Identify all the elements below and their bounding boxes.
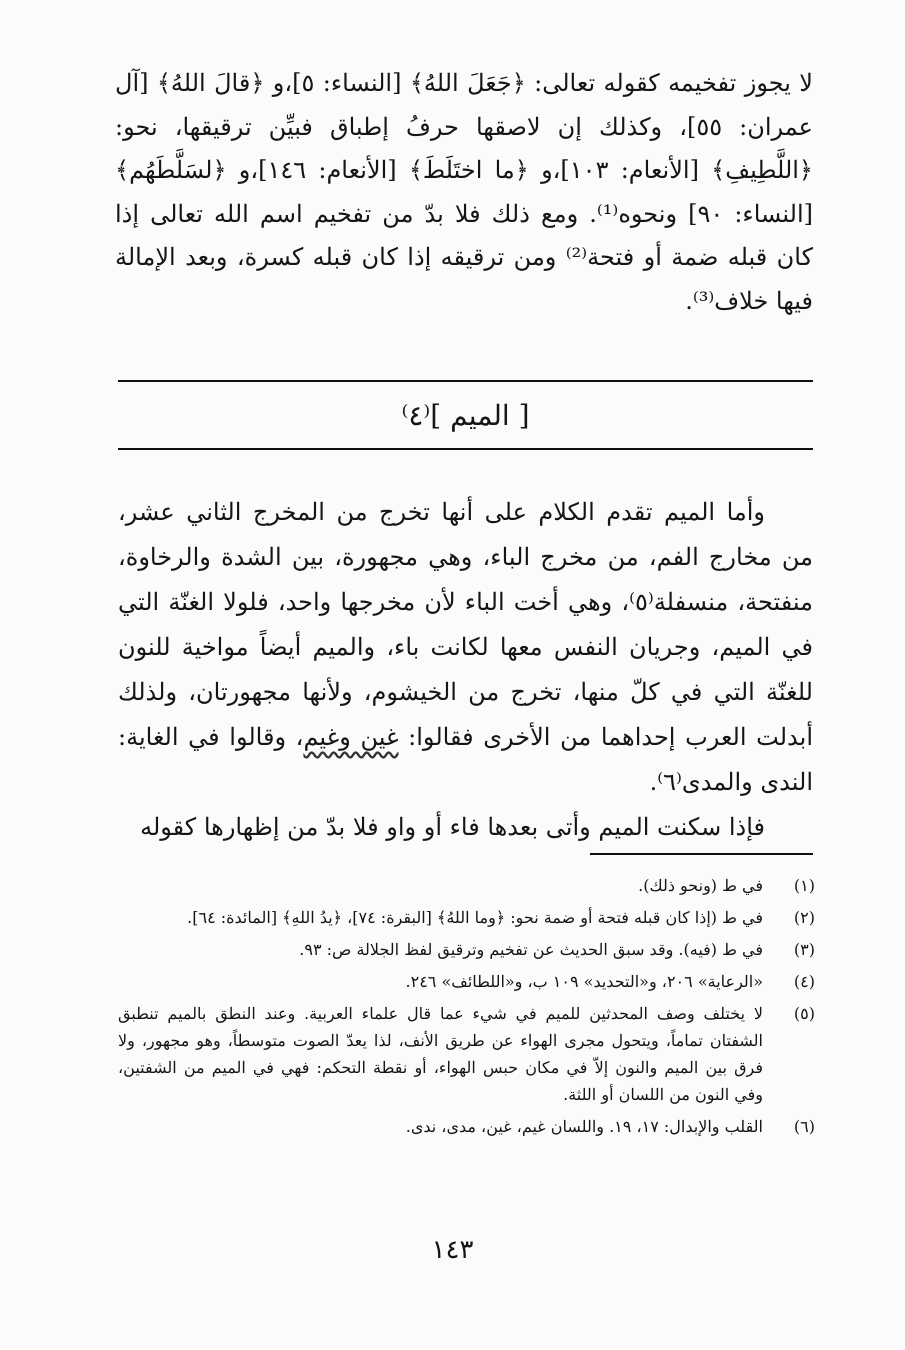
section-paragraph-1-end: ، وقالوا في الغاية: الندى والمدى⁽٦⁾.	[118, 723, 813, 796]
footnote-number: (١)	[793, 876, 815, 895]
footnote-text: «الرعاية» ٢٠٦، و«التحديد» ١٠٩ ب، و«اللطائف» ٢٤٦.	[405, 972, 763, 991]
footnote-number: (٥)	[793, 1004, 815, 1023]
footnote-number: (٣)	[793, 940, 815, 959]
underlined-phrase: غين وغيم	[303, 723, 399, 751]
page-number: ١٤٣	[431, 1235, 474, 1265]
heading-rule-top	[118, 380, 813, 382]
footnote-separator	[590, 853, 813, 855]
footnote	[118, 904, 815, 931]
footnote-text: في ط (فيه). وقد سبق الحديث عن تفخيم وترقيق لفظ الجلالة ص: ٩٣.	[299, 940, 763, 959]
section-text-block	[118, 490, 813, 850]
footnote-text: لا يختلف وصف المحدثين للميم في شيء عما قال علماء العربية. وعند النطق بالميم تنطبق الشفتان تماماً، ويتحول مجرى الهواء عن طريق الأنف، لذا يعدّ الصوت متوسطاً، وهو مجهور، ولا فرق بين الميم والنون إلاّ في مكان حبس الهواء، أو نقطة التحكم: فهي في الميم من الشفتين، وفي النون من اللسان أو اللثة.	[118, 1004, 763, 1104]
footnote	[118, 1000, 815, 1108]
section-paragraph-1-text: وأما الميم تقدم الكلام على أنها تخرج من المخرج الثاني عشر، من مخارج الفم، من مخرج الباء، وهي مجهورة، بين الشدة والرخاوة، منفتحة، منسفلة⁽٥⁾، وهي أخت الباء لأن مخرجها واحد، فلولا الغنّة التي في الميم، وجريان النفس معها لكانت باء، والميم أيضاً مواخية للنون للغنّة التي في كلّ منها، تخرج من الخيشوم، ولأنها مجهورتان، ولذلك أبدلت العرب إحداهما من الأخرى فقالوا:	[118, 498, 814, 751]
intro-paragraph: لا يجوز تفخيمه كقوله تعالى: ﴿جَعَلَ اللهُ﴾ [النساء: ٥]،و ﴿قالَ اللهُ﴾ [آل عمران: ٥٥]، وكذلك إن لاصقها حرفُ إطباق فبيِّن ترقيقها، نحو: ﴿اللَّطِيفِ﴾ [الأنعام: ١٠٣]،و ﴿ما اختَلَطَ﴾ [الأنعام: ١٤٦]،و ﴿لسَلَّطَهُم﴾ [النساء: ٩٠] ونحوه⁽¹⁾. ومع ذلك فلا بدّ من تفخيم اسم الله تعالى إذا كان قبله ضمة أو فتحة⁽²⁾ ومن ترقيقه إذا كان قبله كسرة، وبعد الإمالة فيها خلاف⁽³⁾.	[115, 69, 814, 315]
footnote	[118, 936, 815, 963]
footnote-number: (٢)	[793, 908, 815, 927]
footnote-text: في ط (ونحو ذلك).	[638, 876, 763, 895]
footnote	[118, 1113, 815, 1140]
section-heading: [ الميم ]⁽٤⁾	[401, 399, 530, 432]
footnotes-list	[118, 872, 815, 1145]
footnote-number: (٦)	[793, 1117, 815, 1136]
footnote	[118, 872, 815, 899]
heading-rule-bottom	[118, 448, 813, 450]
footnote-text: القلب والإبدال: ١٧، ١٩. واللسان غيم، غين، مدى، ندى.	[405, 1117, 763, 1136]
section-paragraph-1	[118, 490, 813, 805]
intro-text-block	[115, 62, 813, 323]
section-paragraph-2: فإذا سكنت الميم وأتى بعدها فاء أو واو فلا بدّ من إظهارها كقوله	[140, 813, 765, 841]
footnote-number: (٤)	[793, 972, 815, 991]
footnote	[118, 968, 815, 995]
footnote-text: في ط (إذا كان قبله فتحة أو ضمة نحو: ﴿وما اللهُ﴾ [البقرة: ٧٤]، ﴿يدُ اللهِ﴾ [المائدة: ٦٤].	[187, 908, 763, 927]
